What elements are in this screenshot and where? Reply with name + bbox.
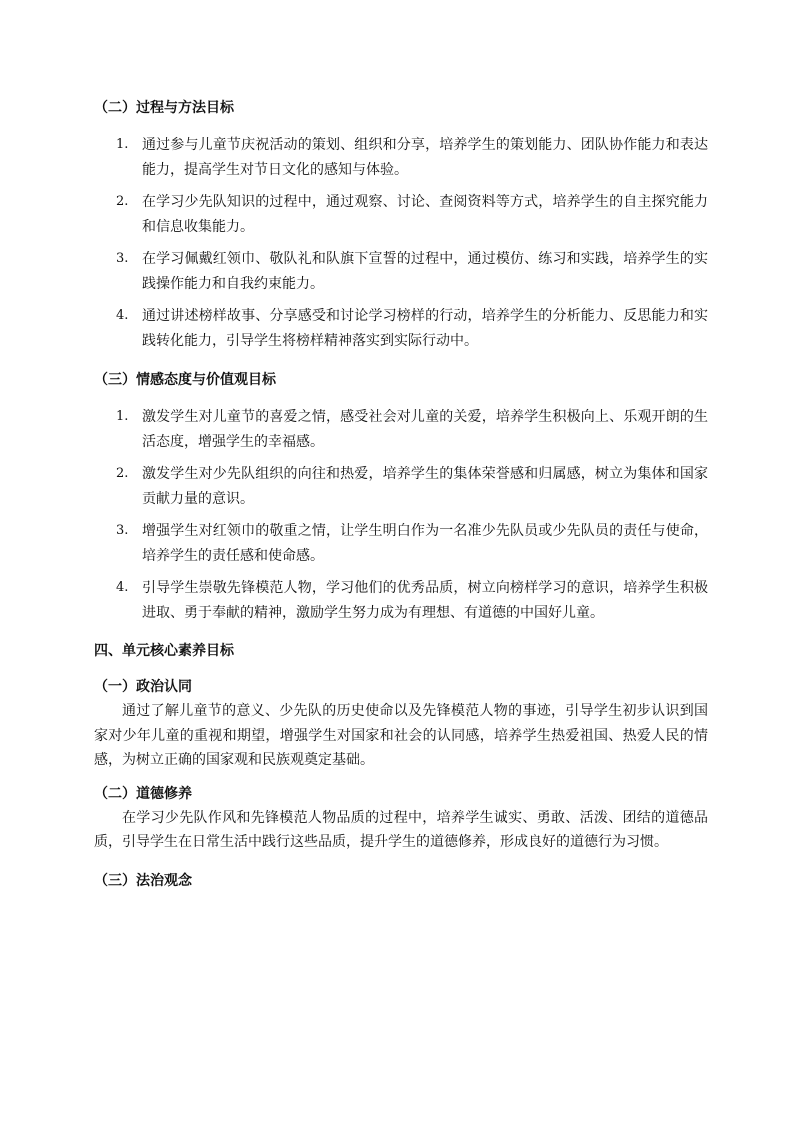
list-item-text: 增强学生对红领巾的敬重之情，让学生明白作为一名准少先队员或少先队员的责任与使命，培养学生的责任感和使命感。: [142, 523, 708, 564]
list-item: [94, 247, 708, 296]
emotion-values-heading: （三）情感态度与价值观目标: [94, 372, 276, 388]
list-number: 1.: [116, 137, 129, 152]
moral-cultivation-paragraph: 在学习少先队作风和先锋模范人物品质的过程中，培养学生诚实、勇敢、活泼、团结的道德品质，引导学生在日常生活中践行这些品质，提升学生的道德修养，形成良好的道德行为习惯。: [94, 809, 708, 850]
list-number: 1.: [116, 409, 129, 424]
list-number: 4.: [116, 308, 129, 323]
moral-cultivation-heading: （二）道德修养: [94, 785, 192, 802]
list-item: [94, 576, 708, 625]
list-number: 2.: [116, 466, 129, 481]
political-identity-paragraph: 通过了解儿童节的意义、少先队的历史使命以及先锋模范人物的事迹，引导学生初步认识到国家对少年儿童的重视和期望，增强学生对国家和社会的认同感，培养学生热爱祖国、热爱人民的情感，为树立正确的国家观和民族观奠定基础。: [94, 703, 708, 768]
list-item: [94, 462, 708, 511]
list-number: 3.: [116, 251, 129, 266]
list-number: 2.: [116, 194, 129, 209]
list-item-text: 激发学生对少先队组织的向往和热爱，培养学生的集体荣誉感和归属感，树立为集体和国家贡献力量的意识。: [142, 466, 708, 507]
page-content: [94, 96, 708, 893]
list-item-text: 激发学生对儿童节的喜爱之情，感受社会对儿童的关爱，培养学生积极向上、乐观开朗的生活态度，增强学生的幸福感。: [142, 409, 708, 450]
list-item: [94, 304, 708, 353]
list-item: [94, 519, 708, 568]
list-item-text: 通过参与儿童节庆祝活动的策划、组织和分享，培养学生的策划能力、团队协作能力和表达能力，提高学生对节日文化的感知与体验。: [142, 137, 708, 178]
political-identity-heading: （一）政治认同: [94, 679, 192, 695]
list-item: [94, 190, 708, 239]
list-number: 3.: [116, 523, 129, 538]
list-item-text: 在学习佩戴红领巾、敬队礼和队旗下宣誓的过程中，通过模仿、练习和实践，培养学生的实践操作能力和自我约束能力。: [142, 251, 708, 292]
list-item: [94, 405, 708, 454]
list-item-text: 在学习少先队知识的过程中，通过观察、讨论、查阅资料等方式，培养学生的自主探究能力和信息收集能力。: [142, 194, 708, 235]
emotion-values-list: [94, 405, 708, 625]
list-item-text: 引导学生崇敬先锋模范人物，学习他们的优秀品质，树立向榜样学习的意识，培养学生积极进取、勇于奉献的精神，激励学生努力成为有理想、有道德的中国好儿童。: [142, 580, 708, 621]
list-number: 4.: [116, 580, 129, 595]
list-item: [94, 133, 708, 182]
process-method-heading: （二）过程与方法目标: [94, 100, 234, 116]
list-item-text: 通过讲述榜样故事、分享感受和讨论学习榜样的行动，培养学生的分析能力、反思能力和实践转化能力，引导学生将榜样精神落实到实际行动中。: [142, 308, 708, 349]
process-method-list: [94, 133, 708, 353]
core-literacy-heading: 四、单元核心素养目标: [94, 643, 234, 659]
rule-of-law-heading: （三）法治观念: [94, 872, 192, 889]
